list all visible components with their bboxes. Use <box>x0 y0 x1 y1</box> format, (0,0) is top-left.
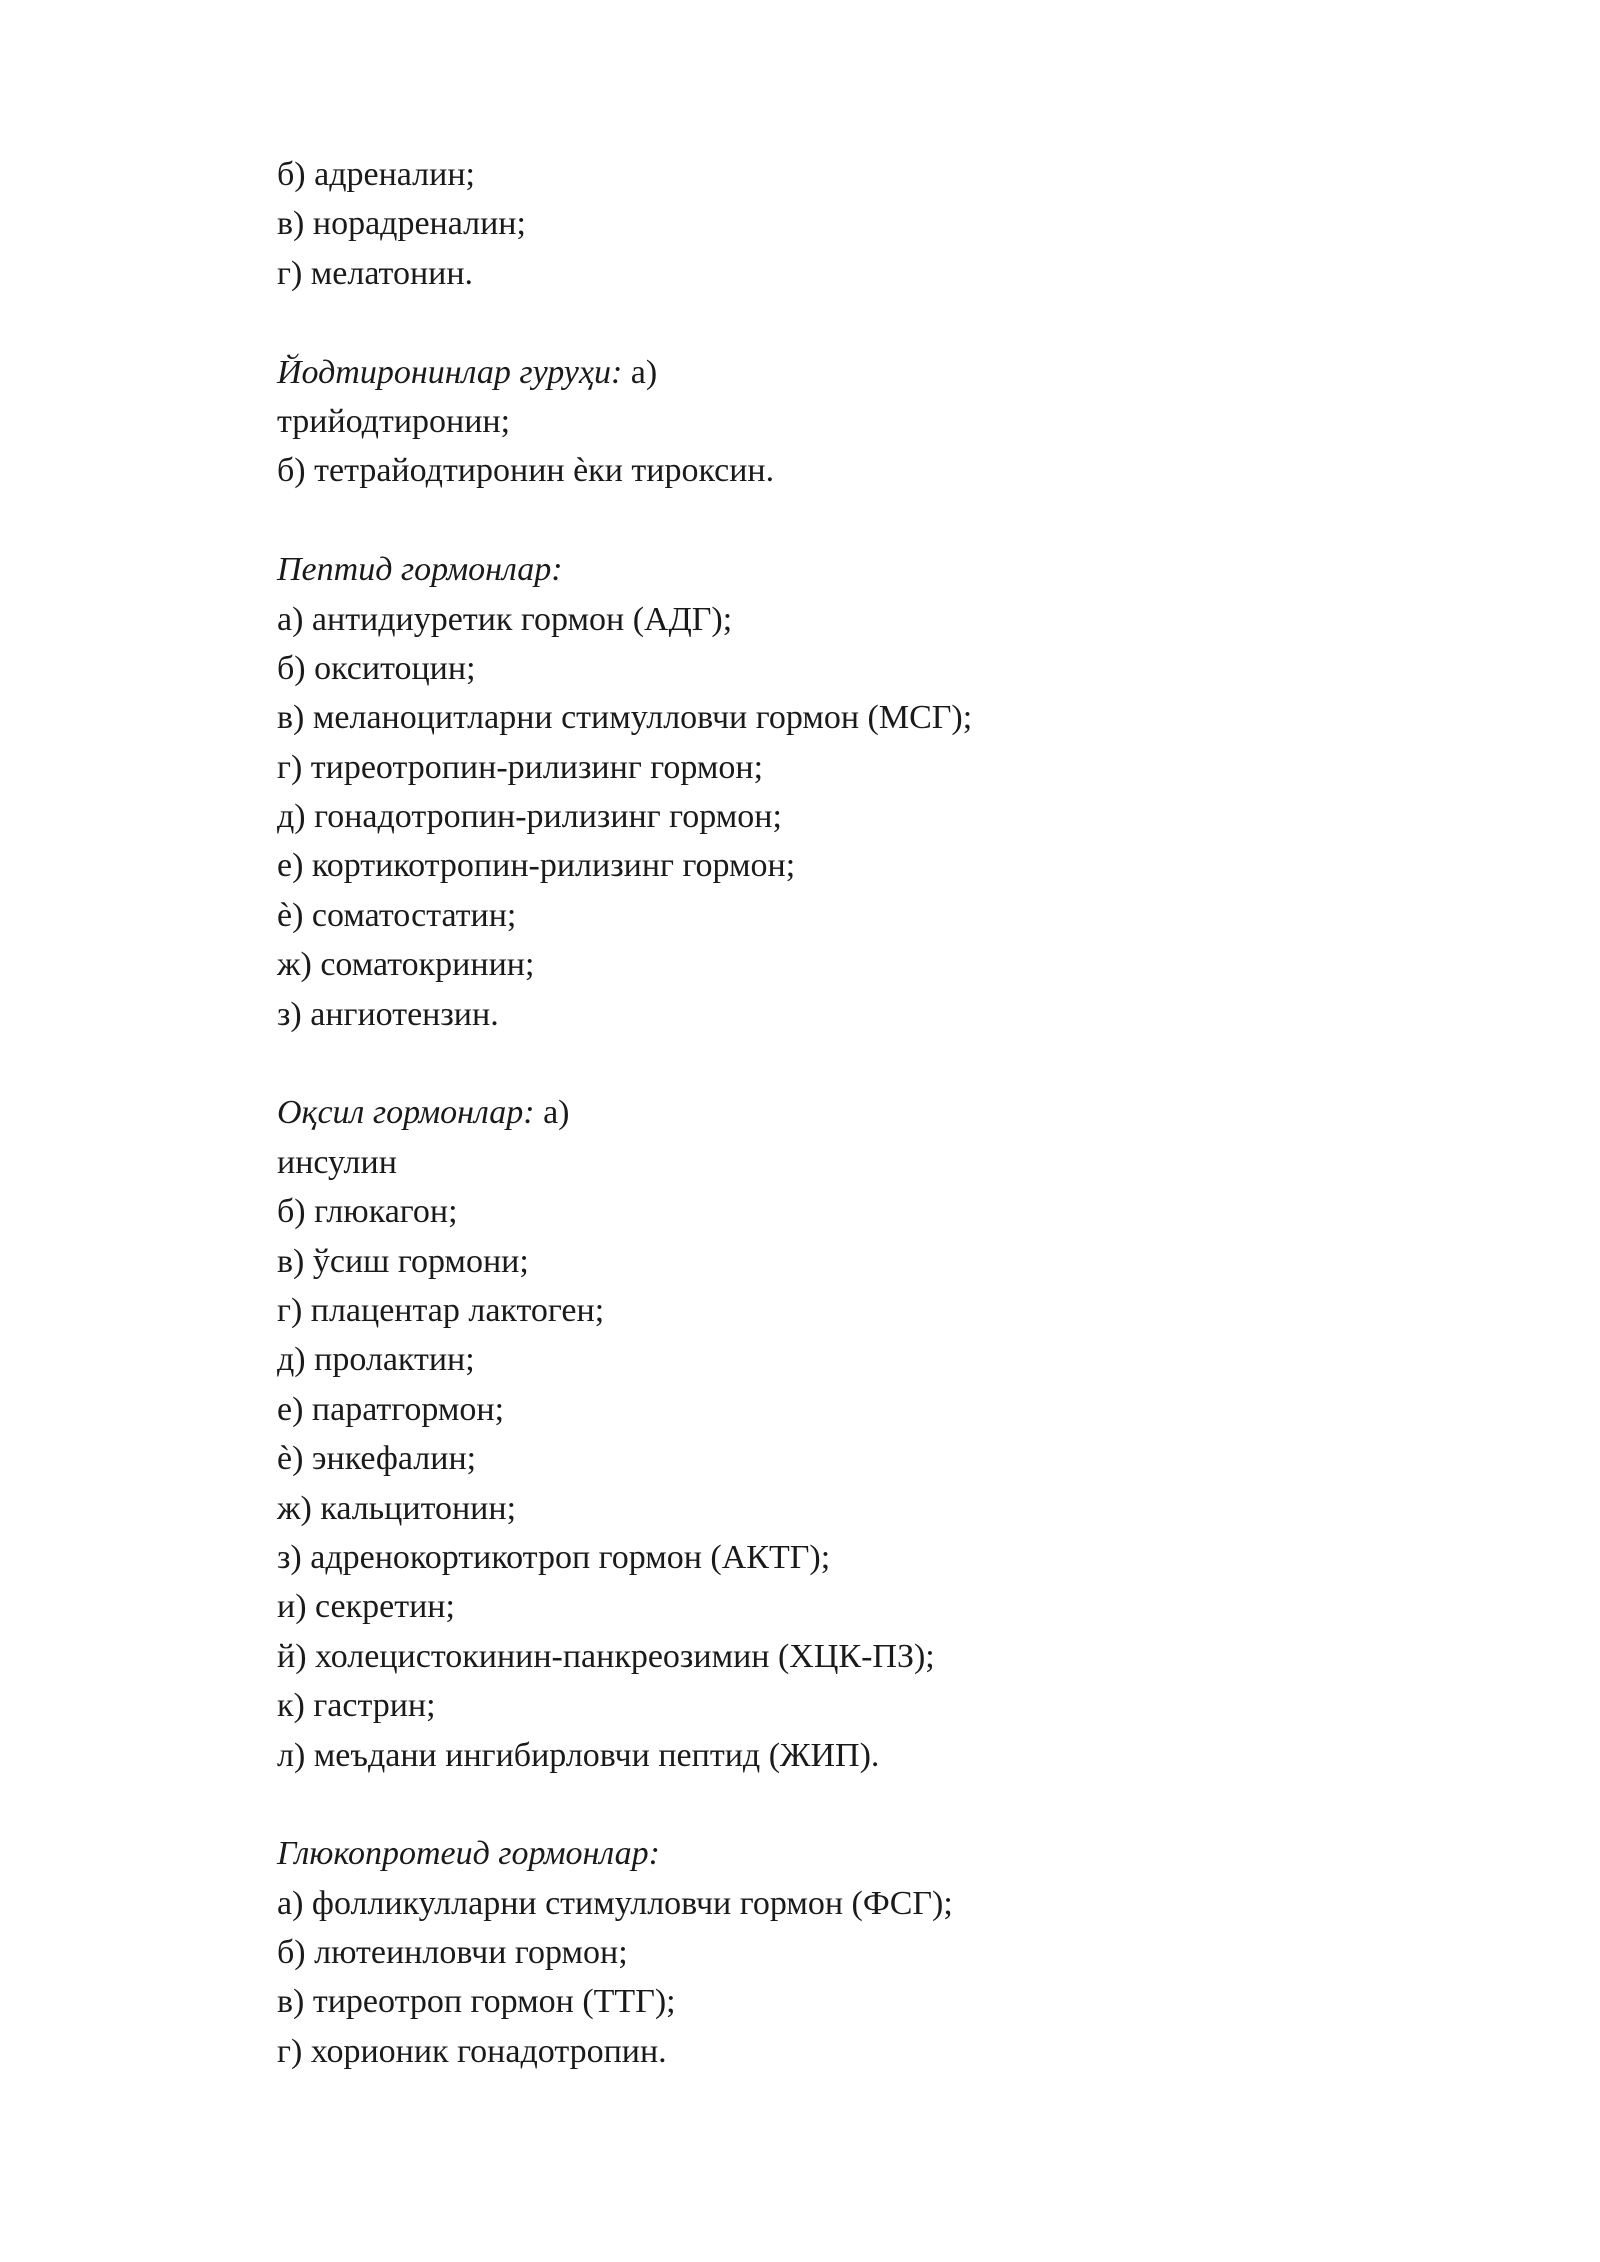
list-item: ѐ) соматостатин; <box>277 896 517 934</box>
list-item: б) адреналин; <box>277 156 475 193</box>
list-item: к) гастрин; <box>277 1687 436 1725</box>
section-heading: Глюкопротеид гормонлар: <box>277 1835 660 1873</box>
list-item: ж) соматокринин; <box>277 946 535 984</box>
section-heading: Оқсил гормонлар: <box>277 1094 535 1132</box>
list-item: а) фолликулларни стимулловчи гормон (ФСГ); <box>277 1884 953 1922</box>
list-item: г) тиреотропин-рилизинг гормон; <box>277 748 764 786</box>
list-marker: а) <box>622 353 658 391</box>
list-item: й) холецистокинин-панкреозимин (ХЦК-ПЗ); <box>277 1637 935 1675</box>
list-item: а) антидиуретик гормон (АДГ); <box>277 600 733 638</box>
list-item: и) секретин; <box>277 1588 455 1626</box>
section-heading: Йодтиронинлар гуруҳи: <box>277 353 623 391</box>
list-item: б) окситоцин; <box>277 649 476 687</box>
list-item: д) гонадотропин-рилизинг гормон; <box>277 798 782 836</box>
list-item: г) плацентар лактоген; <box>277 1291 605 1329</box>
list-item: е) кортикотропин-рилизинг гормон; <box>277 847 796 885</box>
paragraph-gap <box>277 298 1377 347</box>
document-body <box>277 150 1377 2076</box>
section-heading: Пептид гормонлар: <box>277 551 563 589</box>
list-item: е) паратгормон; <box>277 1390 505 1428</box>
section-heading-line <box>277 1088 1377 1137</box>
list-item: б) тетрайодтиронин ѐки тироксин. <box>277 452 775 490</box>
list-item: в) тиреотроп гормон (ТТГ); <box>277 1983 676 2021</box>
paragraph-gap <box>277 1780 1377 1829</box>
section-proteins <box>277 1088 1377 1779</box>
section-iodothyronines <box>277 348 1377 496</box>
list-item: з) адренокортикотроп гормон (АКТГ); <box>277 1538 831 1576</box>
section-peptides <box>277 545 1377 1039</box>
list-item: д) пролактин; <box>277 1341 475 1379</box>
list-item: в) меланоцитларни стимулловчи гормон (МСГ); <box>277 699 973 737</box>
list-item: в) норадреналин; <box>277 205 526 243</box>
list-item: в) ўсиш гормони; <box>277 1242 529 1280</box>
list-item: инсулин <box>277 1143 397 1181</box>
section-glycoproteins <box>277 1829 1377 2076</box>
list-marker: а) <box>534 1094 570 1132</box>
section-heading-line <box>277 348 1377 397</box>
list-item: трийодтиронин; <box>277 402 511 440</box>
list-item: з) ангиотензин. <box>277 995 499 1033</box>
list-item: б) глюкагон; <box>277 1193 458 1231</box>
list-item: г) хорионик гонадотропин. <box>277 2032 667 2070</box>
list-item: л) меъдани ингибирловчи пептид (ЖИП). <box>277 1736 880 1774</box>
paragraph-gap <box>277 1039 1377 1088</box>
intro-list <box>277 150 1377 298</box>
list-item: б) лютеинловчи гормон; <box>277 1934 628 1972</box>
list-item: г) мелатонин. <box>277 254 474 292</box>
paragraph-gap <box>277 496 1377 545</box>
list-item: ѐ) энкефалин; <box>277 1440 477 1478</box>
list-item: ж) кальцитонин; <box>277 1489 517 1527</box>
